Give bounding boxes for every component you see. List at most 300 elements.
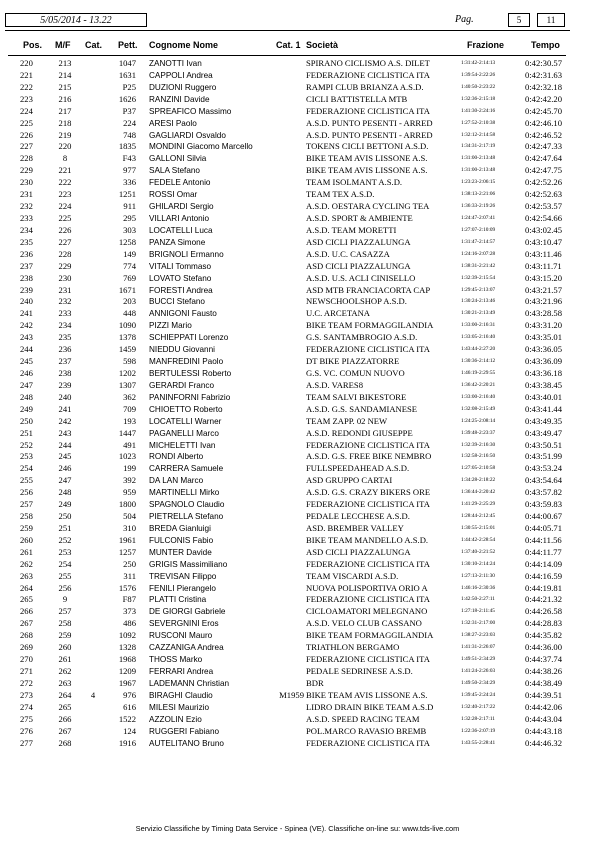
mf-rank: 241 <box>58 403 72 414</box>
mf-rank: 248 <box>58 487 72 498</box>
table-row <box>0 523 595 535</box>
table-row <box>0 404 595 416</box>
bib-number: 491 <box>123 439 136 450</box>
position: 269 <box>20 642 33 653</box>
athlete-name: PLATTI Cristina <box>149 595 207 605</box>
finish-time: 0:44:38.49 <box>525 677 563 688</box>
category: M1959 <box>279 689 304 700</box>
split-times: 1:39:54-2:22:26 <box>461 71 496 78</box>
table-row <box>0 141 595 153</box>
position: 251 <box>20 427 33 438</box>
table-row <box>0 153 595 165</box>
finish-time: 0:43:36.18 <box>525 367 563 378</box>
position: 223 <box>20 93 33 104</box>
bib-number: 303 <box>123 224 136 235</box>
bib-number: 373 <box>123 606 136 617</box>
finish-time: 0:43:15.20 <box>525 272 563 283</box>
bib-number: 310 <box>123 522 136 533</box>
position: 274 <box>20 701 33 712</box>
position: 238 <box>20 272 33 283</box>
bib-number: 1307 <box>118 379 136 390</box>
split-times: 1:32:31-2:17:00 <box>461 620 496 627</box>
finish-time: 0:44:26.58 <box>525 606 563 617</box>
team-name: FEDERAZIONE CICLISTICA ITA <box>306 105 430 116</box>
table-row <box>0 440 595 452</box>
finish-time: 0:44:38.26 <box>525 666 563 677</box>
athlete-name: THOSS Marko <box>149 655 203 665</box>
position: 259 <box>20 522 33 533</box>
split-times: 1:24:25-2:08:14 <box>461 417 496 424</box>
athlete-name: PANZA Simone <box>149 237 206 247</box>
col-header-cat1: Cat. 1 <box>276 40 301 50</box>
position: 245 <box>20 356 33 367</box>
table-row <box>0 583 595 595</box>
athlete-name: ARESI Paolo <box>149 118 197 128</box>
finish-time: 0:43:02.45 <box>525 224 563 235</box>
split-times: 1:31:42-2:14:13 <box>461 60 496 66</box>
split-times: 1:30:21-2:13:49 <box>461 310 496 317</box>
team-name: BIKE TEAM FORMAGGILANDIA <box>306 630 434 641</box>
athlete-name: CAPPOLI Andrea <box>149 70 213 80</box>
athlete-name: SPAGNOLO Claudio <box>149 500 225 510</box>
mf-rank: 260 <box>58 642 72 653</box>
col-header-frazione: Frazione <box>467 40 505 50</box>
table-row <box>0 320 595 332</box>
athlete-name: LADEMANN Christian <box>149 678 230 688</box>
table-row <box>0 702 595 714</box>
position: 276 <box>20 725 33 736</box>
split-times: 1:43:55-2:28:41 <box>461 739 496 746</box>
mf-rank: 253 <box>58 546 72 557</box>
table-row <box>0 690 595 702</box>
split-times: 1:30:36-2:14:12 <box>461 358 496 365</box>
team-name: TEAM VISCARDI A.S.D. <box>306 570 399 581</box>
split-times: 1:27:13-2:11:30 <box>461 572 495 579</box>
team-name: CICLOAMATORI MELEGNANO <box>306 606 428 617</box>
finish-time: 0:44:46.32 <box>525 737 563 748</box>
team-name: FULLSPEEDAHEAD A.S.D. <box>306 463 410 474</box>
team-name: NEWSCHOOLSHOP A.S.D. <box>306 296 407 307</box>
bib-number: 1916 <box>118 737 136 748</box>
athlete-name: MANFREDINI Paolo <box>149 357 224 367</box>
team-name: FEDERAZIONE CICLISTICA ITA <box>306 439 430 450</box>
mf-rank: 265 <box>58 701 72 712</box>
position: 233 <box>20 212 33 223</box>
split-times: 1:24:16-2:07:28 <box>461 250 496 257</box>
athlete-name: VITALI Tommaso <box>149 261 212 271</box>
bib-number: 486 <box>123 618 136 629</box>
team-name: RAMPI CLUB BRIANZA A.S.D. <box>306 81 424 92</box>
athlete-name: TREVISAN Filippo <box>149 571 217 581</box>
table-row <box>0 344 595 356</box>
athlete-name: MICHELETTI Ivan <box>149 440 216 450</box>
team-name: FEDERAZIONE CICLISTICA ITA <box>306 69 430 80</box>
bib-number: 976 <box>123 689 136 700</box>
split-times: 1:27:52-2:10:38 <box>461 119 496 126</box>
finish-time: 0:43:49.47 <box>525 427 563 438</box>
finish-time: 0:44:43.18 <box>525 725 563 736</box>
split-times: 1:28:44-2:12:45 <box>461 513 496 520</box>
team-name: FEDERAZIONE CICLISTICA ITA <box>306 737 430 748</box>
team-name: ASD CICLI PIAZZALUNGA <box>306 260 411 271</box>
position: 263 <box>20 570 33 581</box>
team-name: PEDALE LECCHESE A.S.D. <box>306 511 410 522</box>
table-row <box>0 296 595 308</box>
position: 230 <box>20 177 33 188</box>
mf-rank: 257 <box>58 606 72 617</box>
split-times: 1:23:23-2:06:15 <box>461 179 496 186</box>
team-name: U.C. ARCETANA <box>306 308 371 319</box>
bib-number: 448 <box>123 308 136 319</box>
athlete-name: FERRARI Andrea <box>149 667 214 677</box>
finish-time: 0:42:46.10 <box>525 117 563 128</box>
athlete-name: LOVATO Stefano <box>149 273 212 283</box>
column-header-rule <box>8 55 566 56</box>
split-times: 1:27:18-2:11:45 <box>461 608 495 615</box>
table-row <box>0 392 595 404</box>
athlete-name: RUSCONI Mauro <box>149 631 213 641</box>
team-name: NUOVA POLISPORTIVA ORIO A <box>306 582 428 593</box>
position: 271 <box>20 666 33 677</box>
col-header-pos: Pos. <box>23 40 43 50</box>
finish-time: 0:43:50.51 <box>525 439 563 450</box>
finish-time: 0:43:40.01 <box>525 391 563 402</box>
position: 258 <box>20 511 33 522</box>
position: 224 <box>20 105 33 116</box>
mf-rank: 237 <box>58 356 72 367</box>
report-date: 5/05/2014 - 13.22 <box>5 13 147 27</box>
team-name: FEDERAZIONE CICLISTICA ITA <box>306 594 430 605</box>
finish-time: 0:42:54.66 <box>525 212 563 223</box>
bib-number: P25 <box>122 81 136 92</box>
bib-number: 748 <box>123 129 136 140</box>
position: 262 <box>20 558 33 569</box>
team-name: FEDERAZIONE CICLISTICA ITA <box>306 499 430 510</box>
finish-time: 0:44:16.59 <box>525 570 563 581</box>
team-name: TEAM ZAPP. 02 NEW <box>306 415 388 426</box>
bib-number: 199 <box>123 463 136 474</box>
team-name: A.S.D. U.S. ACLI CINISELLO <box>306 272 416 283</box>
bib-number: 224 <box>123 117 136 128</box>
bib-number: 1800 <box>118 499 136 510</box>
team-name: A.S.D. U.C. CASAZZA <box>306 248 390 259</box>
mf-rank: 232 <box>58 296 72 307</box>
finish-time: 0:43:11.71 <box>525 260 562 271</box>
athlete-name: GAGLIARDI Osvaldo <box>149 130 226 140</box>
finish-time: 0:43:10.47 <box>525 236 563 247</box>
bib-number: 504 <box>123 511 136 522</box>
split-times: 1:33:05-2:16:40 <box>461 334 496 341</box>
table-row <box>0 380 595 392</box>
position: 247 <box>20 379 33 390</box>
mf-rank: 218 <box>58 117 72 128</box>
position: 236 <box>20 248 33 259</box>
position: 242 <box>20 320 33 331</box>
team-name: TEAM TEX A.S.D. <box>306 189 375 200</box>
team-name: A.S.D. G.S. CRAZY BIKERS ORE <box>306 487 431 498</box>
athlete-name: BUCCI Stefano <box>149 297 205 307</box>
finish-time: 0:44:14.09 <box>525 558 563 569</box>
table-row <box>0 249 595 261</box>
split-times: 1:46:19-2:29:55 <box>461 369 496 376</box>
finish-time: 0:44:35.82 <box>525 630 563 641</box>
athlete-name: ZANOTTI Ivan <box>149 59 202 68</box>
table-row <box>0 463 595 475</box>
mf-rank: 259 <box>58 630 72 641</box>
team-name: ASD CICLI PIAZZALUNGA <box>306 546 411 557</box>
split-times: 1:32:28-2:17:11 <box>461 715 495 722</box>
position: 237 <box>20 260 33 271</box>
athlete-name: PAGANELLI Marco <box>149 428 219 438</box>
split-times: 1:30:10-2:14:24 <box>461 560 496 567</box>
position: 260 <box>20 534 33 545</box>
finish-time: 0:42:45.70 <box>525 105 563 116</box>
position: 277 <box>20 737 33 748</box>
athlete-name: DUZIONI Ruggero <box>149 82 217 92</box>
finish-time: 0:44:11.56 <box>525 534 562 545</box>
bib-number: 1576 <box>118 582 136 593</box>
team-name: TOKENS CICLI BETTONI A.S.D. <box>306 141 429 152</box>
position: 257 <box>20 499 33 510</box>
bib-number: 295 <box>123 212 136 223</box>
athlete-name: DA LAN Marco <box>149 476 204 486</box>
table-row <box>0 726 595 738</box>
bib-number: 977 <box>123 165 136 176</box>
finish-time: 0:43:21.57 <box>525 284 563 295</box>
bib-number: 1090 <box>118 320 136 331</box>
mf-rank: 238 <box>58 367 72 378</box>
athlete-name: MUNTER Davide <box>149 547 212 557</box>
mf-rank: 229 <box>58 260 72 271</box>
table-row <box>0 368 595 380</box>
athlete-name: FORESTI Andrea <box>149 285 213 295</box>
team-name: ASD. BREMBER VALLEY <box>306 522 404 533</box>
position: 249 <box>20 403 33 414</box>
position: 272 <box>20 677 33 688</box>
table-row <box>0 535 595 547</box>
bib-number: 250 <box>123 558 136 569</box>
position: 253 <box>20 451 33 462</box>
bib-number: 1378 <box>118 332 136 343</box>
table-row <box>0 594 595 606</box>
team-name: TEAM ISOLMANT A.S.D. <box>306 177 403 188</box>
team-name: ASD GRUPPO CARTAI <box>306 475 393 486</box>
mf-rank: 216 <box>58 93 72 104</box>
athlete-name: PIETRELLA Stefano <box>149 512 224 522</box>
position: 239 <box>20 284 33 295</box>
bib-number: 1447 <box>118 427 136 438</box>
bib-number: 1092 <box>118 630 136 641</box>
mf-rank: 233 <box>58 308 72 319</box>
split-times: 1:41:31-2:26:07 <box>461 644 496 651</box>
bib-number: 1328 <box>118 642 136 653</box>
athlete-name: FEDELE Antonio <box>149 178 211 188</box>
table-row <box>0 416 595 428</box>
finish-time: 0:43:57.82 <box>525 487 563 498</box>
footer-credit: Servizio Classifiche by Timing Data Service - Spinea (VE). Classifiche on-line su: www.tds-live.com <box>135 824 460 833</box>
position: 255 <box>20 475 33 486</box>
finish-time: 0:43:36.05 <box>525 344 563 355</box>
team-name: A.S.D. PUNTO PESENTI - ARRED <box>306 129 433 140</box>
bib-number: F43 <box>122 153 136 164</box>
team-name: A.S.D. PUNTO PESENTI - ARRED <box>306 117 433 128</box>
athlete-name: ROSSI Omar <box>149 190 198 200</box>
split-times: 1:38:31-2:21:42 <box>461 262 496 269</box>
position: 248 <box>20 391 33 402</box>
team-name: BIKE TEAM AVIS LISSONE A.S. <box>306 165 428 176</box>
mf-rank: 249 <box>58 499 72 510</box>
athlete-name: SPREAFICO Massimo <box>149 106 232 116</box>
finish-time: 0:44:21.32 <box>525 594 563 605</box>
split-times: 1:36:44-2:20:42 <box>461 489 496 496</box>
split-times: 1:31:00-2:13:48 <box>461 155 496 162</box>
athlete-name: CARRERA Samuele <box>149 464 224 474</box>
split-times: 1:39:45-2:24:24 <box>461 691 496 698</box>
mf-rank: 225 <box>58 212 72 223</box>
bib-number: 709 <box>123 403 136 414</box>
bib-number: 362 <box>123 391 136 402</box>
table-row <box>0 285 595 297</box>
finish-time: 0:43:38.45 <box>525 379 563 390</box>
split-times: 1:27:07-2:10:09 <box>461 226 496 233</box>
team-name: G.S. SANTAMBROGIO A.S.D. <box>306 332 418 343</box>
position: 252 <box>20 439 33 450</box>
bib-number: 1671 <box>118 284 136 295</box>
category-rank: 4 <box>90 689 96 700</box>
bib-number: 1251 <box>118 189 136 200</box>
athlete-name: VILLARI Antonio <box>149 213 210 223</box>
team-name: ASD CICLI PIAZZALUNGA <box>306 236 411 247</box>
position: 254 <box>20 463 33 474</box>
table-row <box>0 678 595 690</box>
finish-time: 0:42:52.63 <box>525 189 563 200</box>
finish-time: 0:43:53.24 <box>525 463 563 474</box>
split-times: 1:41:30-2:24:16 <box>461 107 496 114</box>
bib-number: 1835 <box>118 141 136 152</box>
position: 220 <box>20 58 33 68</box>
table-row <box>0 237 595 249</box>
bib-number: 203 <box>123 296 136 307</box>
split-times: 1:33:00-2:16:31 <box>461 322 496 329</box>
athlete-name: GERARDI Franco <box>149 380 215 390</box>
split-times: 1:36:42-2:20:21 <box>461 381 496 388</box>
table-row <box>0 571 595 583</box>
split-times: 1:43:44-2:27:20 <box>461 346 496 353</box>
mf-rank: 261 <box>58 654 72 665</box>
finish-time: 0:42:47.64 <box>525 153 563 164</box>
split-times: 1:41:29-2:25:29 <box>461 501 496 508</box>
mf-rank: 240 <box>58 391 72 402</box>
finish-time: 0:42:47.33 <box>525 141 563 152</box>
athlete-name: SALA Stefano <box>149 166 200 176</box>
bib-number: 1202 <box>118 367 136 378</box>
split-times: 1:49:50-2:34:29 <box>461 679 496 686</box>
mf-rank: 267 <box>58 725 72 736</box>
split-times: 1:34:28-2:18:22 <box>461 477 496 484</box>
mf-rank: 258 <box>58 618 72 629</box>
athlete-name: RUGGERI Fabiano <box>149 726 220 736</box>
table-row <box>0 618 595 630</box>
bib-number: 149 <box>123 248 136 259</box>
bib-number: 311 <box>123 570 136 581</box>
athlete-name: GALLONI Silvia <box>149 154 207 164</box>
finish-time: 0:43:41.44 <box>525 403 563 414</box>
split-times: 1:24:47-2:07:41 <box>461 214 496 221</box>
team-name: A.S.D. G.S. SANDAMIANESE <box>306 403 418 414</box>
finish-time: 0:44:43.04 <box>525 713 563 724</box>
table-row <box>0 654 595 666</box>
team-name: BIKE TEAM AVIS LISSONE A.S. <box>306 153 428 164</box>
athlete-name: SEVERGNINI Eros <box>149 619 219 629</box>
split-times: 1:32:12-2:14:58 <box>461 131 496 138</box>
team-name: G.S. VC. COMUN NUOVO <box>306 367 405 378</box>
bib-number: 1961 <box>118 534 136 545</box>
mf-rank: 252 <box>58 534 72 545</box>
mf-rank: 247 <box>58 475 72 486</box>
bib-number: 1047 <box>118 58 136 68</box>
table-row <box>0 130 595 142</box>
team-name: A.S.D. VARES8 <box>306 379 363 390</box>
split-times: 1:32:40-2:17:22 <box>461 703 496 710</box>
bib-number: 336 <box>123 177 136 188</box>
position: 270 <box>20 654 33 665</box>
position: 275 <box>20 713 33 724</box>
bib-number: 598 <box>123 356 136 367</box>
finish-time: 0:42:53.57 <box>525 201 563 212</box>
athlete-name: AZZOLIN Ezio <box>149 714 202 724</box>
bib-number: F87 <box>122 594 136 605</box>
team-name: CICLI BATTISTELLA MTB <box>306 93 408 104</box>
position: 268 <box>20 630 33 641</box>
athlete-name: DE GIORGI Gabriele <box>149 607 226 617</box>
table-row <box>0 475 595 487</box>
athlete-name: FULCONIS Fabio <box>149 535 214 545</box>
athlete-name: MONDINI Giacomo Marcello <box>149 142 253 152</box>
table-row <box>0 70 595 82</box>
position: 267 <box>20 618 33 629</box>
athlete-name: GRIGIS Massimiliano <box>149 559 228 569</box>
athlete-name: GHILARDI Sergio <box>149 202 214 212</box>
table-row <box>0 82 595 94</box>
bib-number: 1968 <box>118 654 136 665</box>
athlete-name: SCHIEPPATI Lorenzo <box>149 333 229 343</box>
table-row <box>0 606 595 618</box>
split-times: 1:42:50-2:27:11 <box>461 596 495 603</box>
split-times: 1:30:55-2:15:01 <box>461 524 496 531</box>
team-name: POL.MARCO RAVASIO BREMB <box>306 725 427 736</box>
finish-time: 0:44:11.77 <box>525 546 562 557</box>
team-name: SPIRANO CICLISMO A.S. DILET <box>306 58 430 68</box>
position: 229 <box>20 165 33 176</box>
table-row <box>0 499 595 511</box>
mf-rank: 236 <box>58 344 72 355</box>
bib-number: 124 <box>123 725 136 736</box>
team-name: BIKE TEAM MANDELLO A.S.D. <box>306 534 429 545</box>
position: 232 <box>20 201 33 212</box>
mf-rank: 250 <box>58 511 72 522</box>
split-times: 1:44:42-2:28:54 <box>461 536 496 543</box>
bib-number: P37 <box>122 105 136 116</box>
position: 226 <box>20 129 33 140</box>
table-row <box>0 225 595 237</box>
team-name: A.S.D. SPORT & AMBIENTE <box>306 212 413 223</box>
table-row <box>0 308 595 320</box>
mf-rank: 243 <box>58 427 72 438</box>
table-row <box>0 428 595 440</box>
table-row <box>0 642 595 654</box>
mf-rank: 264 <box>58 689 72 700</box>
split-times: 1:37:40-2:21:52 <box>461 548 496 555</box>
